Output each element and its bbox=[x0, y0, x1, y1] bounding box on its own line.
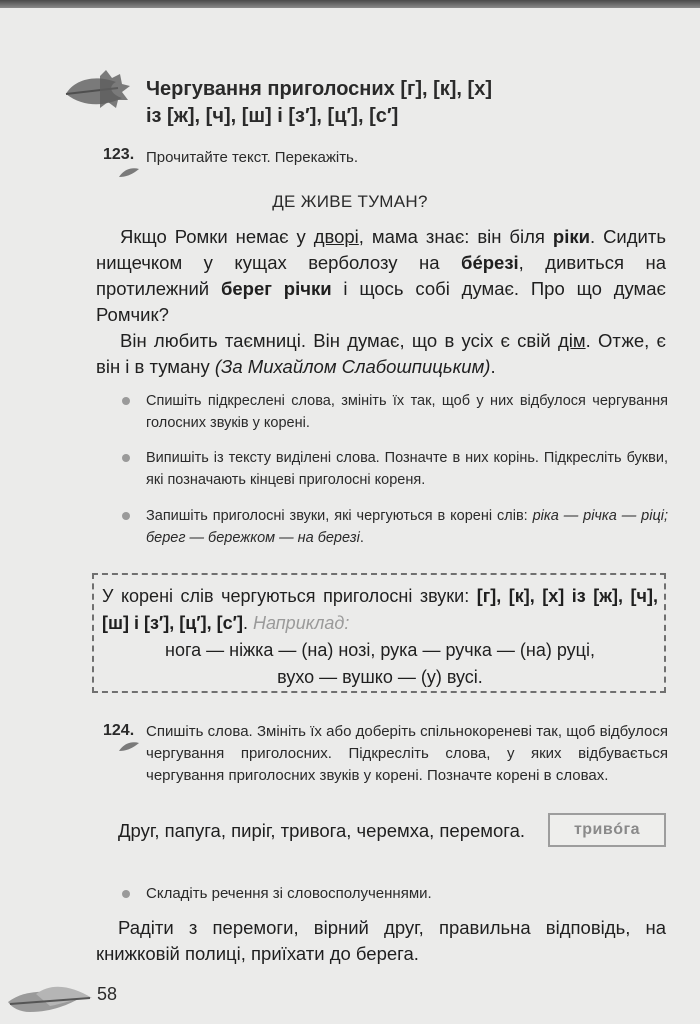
bullet-icon bbox=[122, 890, 130, 898]
leaf-icon bbox=[6, 976, 100, 1022]
bold-word: берег річки bbox=[220, 278, 332, 299]
title-line-2: із [ж], [ч], [ш] і [з′], [ц′], [с′] bbox=[146, 105, 399, 127]
text-span: , дивиться на протилежний bbox=[96, 252, 666, 299]
task-item: Спишіть підкреслені слова, змініть їх так, щоб у них відбулося чергування голосних звуків у корені. bbox=[146, 393, 668, 431]
task-item bbox=[146, 505, 668, 549]
rule-example-line: нога — ніжка — (на) нозі, рука — ручка — (на) руці, bbox=[165, 640, 595, 660]
task-item: Складіть речення зі словосполученнями. bbox=[146, 885, 432, 902]
text-span: У корені слів чергуються приголосні звуки: bbox=[102, 586, 477, 606]
word-list: Друг, папуга, пиріг, тривога, черемха, перемога. bbox=[118, 820, 526, 841]
exercise-number: 123. bbox=[103, 146, 135, 163]
underlined-word: дворі bbox=[313, 226, 359, 247]
rule-statement bbox=[102, 583, 658, 637]
feather-icon bbox=[118, 166, 140, 180]
section-title bbox=[146, 76, 666, 130]
leaf-icon bbox=[60, 68, 132, 112]
text-span: . Сидить нищечком у кущах верболозу на bbox=[96, 226, 666, 273]
exercise-instruction: Прочитайте текст. Перекажіть. bbox=[146, 149, 359, 166]
bullet-icon bbox=[122, 397, 130, 405]
text-heading: ДЕ ЖИВЕ ТУМАН? bbox=[272, 192, 428, 211]
exercise-number: 124. bbox=[103, 722, 135, 739]
text-span: . bbox=[490, 356, 496, 377]
page-top-edge bbox=[0, 0, 700, 8]
dictionary-word-box: тривóга bbox=[548, 813, 666, 847]
example-words: ріка — річка — ріці; берег — бережком — на березі bbox=[146, 508, 668, 546]
text-span: Запишіть приголосні звуки, які чергуються в корені слів: bbox=[146, 508, 533, 524]
paragraph-2 bbox=[96, 328, 666, 380]
rule-text bbox=[102, 583, 658, 691]
bold-word: ріки bbox=[552, 226, 590, 247]
text-span: . bbox=[359, 530, 364, 546]
rule-sounds: [г], [к], [х] із [ж], [ч], [ш] і [з′], [ц′], [с′] bbox=[102, 586, 658, 633]
source-citation: (За Михайлом Слабошпицьким) bbox=[214, 356, 491, 377]
example-label: Наприклад: bbox=[252, 613, 350, 633]
text-span: Якщо Ромки немає у bbox=[120, 226, 314, 247]
phrases-text: Радіти з перемоги, вірний друг, правильна відповідь, на книжковій полиці, приїхати до берега. bbox=[96, 917, 666, 964]
text-span: . Отже, є він і в туману bbox=[96, 330, 666, 377]
text-span: і щось собі думає. Про що думає Ромчик? bbox=[96, 278, 666, 325]
underlined-word: дім bbox=[557, 330, 586, 351]
bullet-icon bbox=[122, 454, 130, 462]
reading-text bbox=[96, 224, 666, 380]
title-line-1: Чергування приголосних [г], [к], [х] bbox=[146, 78, 492, 100]
text-span: , мама знає: він біля bbox=[358, 226, 553, 247]
text-span: Він любить таємниці. Він думає, що в усіх є свій bbox=[120, 330, 558, 351]
page-number: 58 bbox=[97, 984, 118, 1004]
phrase-list bbox=[96, 915, 666, 967]
bold-word: бéрезі bbox=[461, 252, 519, 273]
text-span: . bbox=[242, 613, 248, 633]
task-item: Випишіть із тексту виділені слова. Позначте в них корінь. Підкресліть букви, які позначають кінцеві приголосні кореня. bbox=[146, 450, 668, 488]
paragraph-1 bbox=[96, 224, 666, 328]
feather-icon bbox=[118, 740, 140, 754]
rule-example-line: вухо — вушко — (у) вусі. bbox=[277, 667, 483, 687]
exercise-instruction: Спишіть слова. Змініть їх або доберіть спільнокореневі так, щоб відбулося чергування приголосних. Підкресліть слова, у яких відбувається чергування приголосних звуків у корені. Позначте корені в словах. bbox=[146, 723, 668, 784]
bullet-icon bbox=[122, 512, 130, 520]
